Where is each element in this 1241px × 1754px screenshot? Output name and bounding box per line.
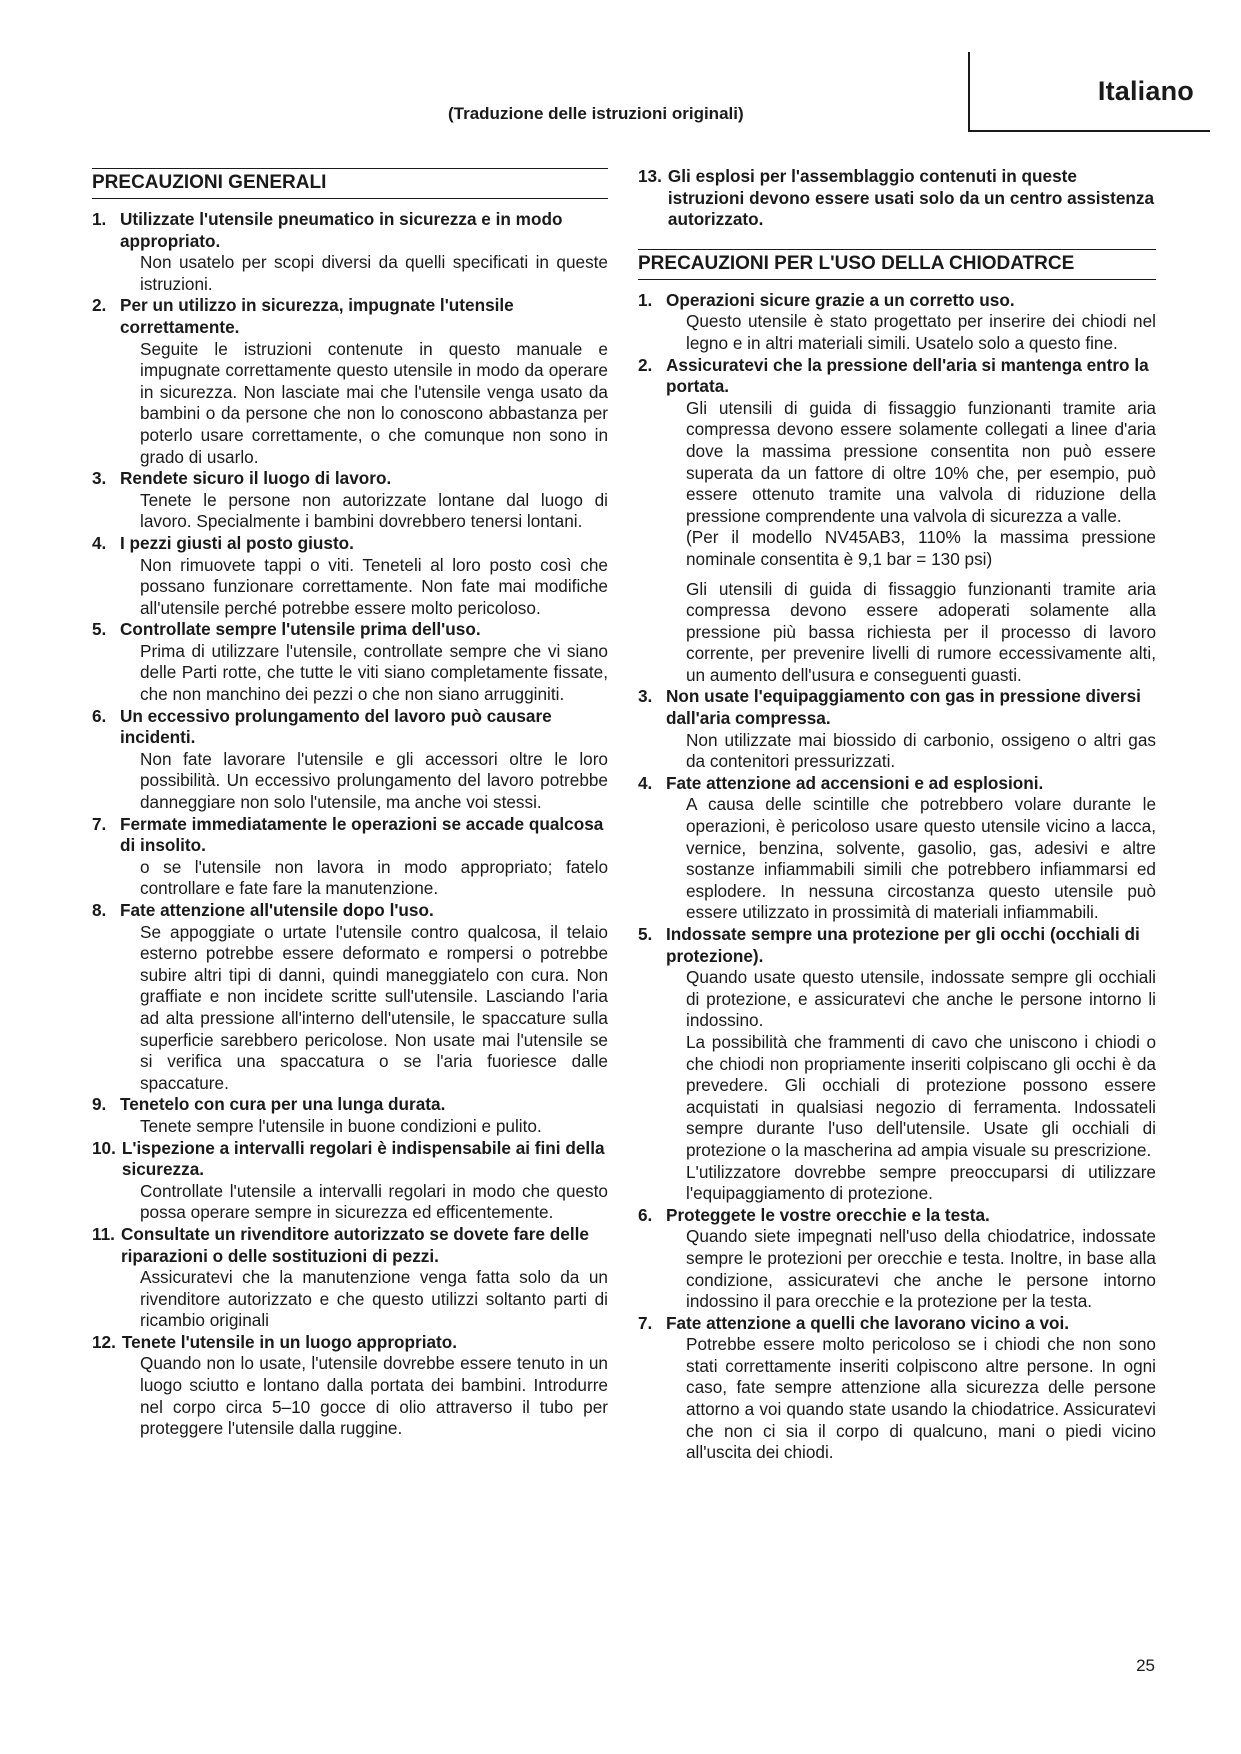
item-body [92, 555, 608, 620]
item-body [92, 1181, 608, 1224]
item-paragraph: Non fate lavorare l'utensile e gli accessori oltre le loro possibilità. Un eccessivo prolungamento del lavoro potrebbe danneggiare non solo l'utensile, ma anche voi stessi. [140, 748, 608, 813]
list-item [92, 814, 608, 900]
item-heading [92, 295, 608, 338]
list-item [638, 290, 1156, 355]
list-item [92, 209, 608, 295]
translation-note: (Traduzione delle istruzioni originali) [448, 104, 744, 123]
item-title: Fate attenzione ad accensioni e ad esplosioni. [666, 772, 1044, 793]
item-number: 7. [638, 1312, 653, 1333]
item-paragraph: Se appoggiate o urtate l'utensile contro qualcosa, il telaio esterno potrebbe essere deformato e rompersi o potrebbe subire altri tipi di danni, quindi maneggiatelo con cura. Non graffiate e non incidete scritte sull'utensile. Lasciando l'aria ad alta pressione all'interno dell'utensile, le spaccature sulla superficie sarebbero pericolose. Non usate mai l'utensile se si verifica una spaccatura o se l'aria fuoriesce dalle spaccature. [140, 921, 608, 1093]
item-heading [638, 1313, 1156, 1335]
item-paragraph: Quando siete impegnati nell'uso della chiodatrice, indossate sempre le protezioni per orecchie e testa. Inoltre, in base alla condizione, assicuratevi che anche le persone intorno indossino il para orecchie e la protezione per la testa. [686, 1226, 1156, 1312]
item-title: Proteggete le vostre orecchie e la testa. [666, 1204, 990, 1225]
item-body [92, 252, 608, 295]
item-title: Fate attenzione all'utensile dopo l'uso. [120, 900, 434, 920]
item-number: 5. [92, 619, 107, 640]
item-body [638, 1226, 1156, 1312]
item-paragraph: Potrebbe essere molto pericoloso se i chiodi che non sono stati correttamente inseriti colpiscono altre persone. In ogni caso, fate sempre attenzione alla sicurezza delle persone attorno a voi quando state usando la chiodatrice. Assicuratevi che non ci sia il corpo di qualcuno, mani o piedi vicino all'uscita dei chiodi. [686, 1334, 1156, 1463]
list-item [92, 468, 608, 533]
item-body [638, 967, 1156, 1205]
list-item [92, 1138, 608, 1224]
item-number: 11. [92, 1223, 115, 1244]
item-body [92, 641, 608, 706]
item-paragraph: Non usatelo per scopi diversi da quelli specificati in queste istruzioni. [140, 252, 608, 294]
right-column [638, 166, 1156, 1464]
list-item [92, 706, 608, 814]
list-item [92, 900, 608, 1094]
item-body [638, 730, 1156, 773]
list-item [92, 1094, 608, 1137]
item-heading [92, 1332, 608, 1354]
list-item [92, 1332, 608, 1440]
item-title: Tenetelo con cura per una lunga durata. [120, 1094, 446, 1115]
item-title: Fermate immediatamente le operazioni se accade qualcosa di insolito. [120, 813, 604, 856]
section-title-general: PRECAUZIONI GENERALI [92, 168, 608, 199]
item-heading [92, 900, 608, 922]
item-body [92, 1116, 608, 1138]
item-title: Un eccessivo prolungamento del lavoro può causare incidenti. [120, 705, 552, 748]
item-heading [92, 619, 608, 641]
item-heading [92, 468, 608, 490]
item-number: 6. [638, 1204, 653, 1225]
item-title: Gli esplosi per l'assemblaggio contenuti in queste istruzioni devono essere usati solo da un centro assistenza autorizzato. [667, 166, 1155, 230]
language-label: Italiano [1097, 76, 1194, 106]
item-title: Fate attenzione a quelli che lavorano vicino a voi. [666, 1312, 1070, 1333]
item-heading [92, 706, 608, 749]
item-heading [92, 1224, 608, 1267]
section-title-nailer: PRECAUZIONI PER L'USO DELLA CHIODATRCE [638, 249, 1156, 280]
item-number: 1. [92, 209, 107, 229]
item-paragraph: Quando usate questo utensile, indossate sempre gli occhiali di protezione, e assicuratevi che anche le persone intorno li indossino. [686, 967, 1156, 1031]
item-heading [638, 773, 1156, 795]
item-title: Operazioni sicure grazie a un corretto uso. [666, 289, 1015, 310]
item-title: Non usate l'equipaggiamento con gas in pressione diversi dall'aria compressa. [666, 686, 1141, 729]
language-tab [968, 52, 1210, 132]
item-title: I pezzi giusti al posto giusto. [120, 532, 354, 553]
list-item [92, 1224, 608, 1332]
item-number: 2. [638, 354, 653, 375]
item-paragraph: L'utilizzatore dovrebbe sempre preoccuparsi di utilizzare l'equipaggiamento di protezione. [686, 1161, 1156, 1204]
item-title: Consultate un rivenditore autorizzato se dovete fare delle riparazioni o delle sostituzioni di pezzi. [120, 1223, 589, 1266]
item-number: 6. [92, 705, 107, 726]
item-number: 2. [92, 295, 107, 316]
item-title: Per un utilizzo in sicurezza, impugnate l'utensile correttamente. [120, 295, 514, 337]
item-heading [638, 1205, 1156, 1227]
item-paragraph: A causa delle scintille che potrebbero volare durante le operazioni, è pericoloso usare questo utensile vicino a lacca, vernice, benzina, solvente, gasolio, gas, adesivi e altre sostanze infiammabili simili che potrebbero infiammarsi ed esplodere. In nessuna circostanza questo utensile può essere utilizzato in prossimità di materiali infiammabili. [686, 794, 1156, 923]
item-number: 13. [638, 166, 662, 186]
item-paragraph: La possibilità che frammenti di cavo che uniscono i chiodi o che chiodi non propriamente inseriti colpiscano gli occhi è da prevedere. Gli occhiali di protezione possono essere acquistati in qualsiasi negozio di ferramenta. Indossateli sempre durante l'uso dell'utensile. Usate gli occhiali di protezione o la mascherina ad ampia visuale su prescrizione. [686, 1031, 1156, 1160]
item-title: Utilizzate l'utensile pneumatico in sicurezza e in modo appropriato. [120, 209, 563, 251]
item-paragraph: Tenete sempre l'utensile in buone condizioni e pulito. [140, 1115, 542, 1136]
item-number: 4. [92, 532, 107, 553]
item-heading [92, 814, 608, 857]
list-item [638, 1205, 1156, 1313]
item-body [92, 749, 608, 814]
item-number: 3. [92, 468, 107, 489]
item-number: 10. [92, 1137, 116, 1158]
item-body [92, 1267, 608, 1332]
list-item [638, 355, 1156, 687]
item-paragraph: Assicuratevi che la manutenzione venga fatta solo da un rivenditore autorizzato e che questo utilizzi soltanto parti di ricambio originali [140, 1267, 608, 1331]
item-body [638, 1334, 1156, 1464]
list-item [638, 686, 1156, 772]
item-number: 5. [638, 924, 653, 944]
item-paragraph: Quando non lo usate, l'utensile dovrebbe essere tenuto in un luogo sciutto e lontano dalla portata dei bambini. Introdurre nel corpo circa 5–10 gocce di olio attraverso il tubo per proteggere l'utensile dalla ruggine. [140, 1353, 608, 1439]
item-number: 4. [638, 772, 653, 793]
item-heading [638, 166, 1156, 231]
item-number: 7. [92, 813, 107, 834]
item-heading [92, 209, 608, 252]
nailer-precautions-list [638, 290, 1156, 1464]
item-body [638, 398, 1156, 687]
item-title: Rendete sicuro il luogo di lavoro. [120, 468, 392, 489]
item-number: 1. [638, 289, 653, 310]
page-number: 25 [1136, 1656, 1155, 1675]
item-body [92, 1353, 608, 1439]
item-heading [92, 533, 608, 555]
item-paragraph: Gli utensili di guida di fissaggio funzionanti tramite aria compressa devono essere adoperati solamente alla pressione più bassa richiesta per il processo di lavoro corrente, per prevenire livelli di rumore eccessivamente alti, un aumento dell'usura e conseguenti guasti. [686, 578, 1156, 685]
item-heading [638, 355, 1156, 398]
item-paragraph: Non rimuovete tappi o viti. Teneteli al loro posto così che possano funzionare correttamente. Non fate mai modifiche all'utensile perché potrebbe essere molto pericoloso. [140, 554, 608, 618]
list-item [638, 1313, 1156, 1464]
item-number: 12. [92, 1331, 116, 1352]
item-heading [92, 1094, 608, 1116]
item-paragraph: Non utilizzate mai biossido di carbonio, ossigeno o altri gas da contenitori pressurizzati. [686, 729, 1156, 772]
item-paragraph: Seguite le istruzioni contenute in questo manuale e impugnate correttamente questo utensile in modo da operare in sicurezza. Non lasciate mai che l'utensile venga usato da bambini o da persone che non lo conoscono abbastanza per poterlo usare correttamente, o che comunque non sono in grado di usarlo. [140, 338, 608, 467]
item-number: 3. [638, 686, 653, 707]
item-title: Tenete l'utensile in un luogo appropriato. [121, 1331, 458, 1352]
item-body [638, 794, 1156, 924]
list-item [638, 924, 1156, 1205]
item-title: Indossate sempre una protezione per gli occhi (occhiali di protezione). [666, 924, 1140, 966]
item-title: Controllate sempre l'utensile prima dell'uso. [120, 619, 481, 640]
item-heading [92, 1138, 608, 1181]
item-number: 8. [92, 900, 107, 920]
item-paragraph: Controllate l'utensile a intervalli regolari in modo che questo possa operare sempre in sicurezza ed efficentemente. [140, 1180, 608, 1223]
list-item [92, 619, 608, 705]
item-body [92, 857, 608, 900]
item-paragraph: Tenete le persone non autorizzate lontane dal luogo di lavoro. Specialmente i bambini dovrebbero tenersi lontani. [140, 489, 608, 532]
item-body [92, 490, 608, 533]
item-title: Assicuratevi che la pressione dell'aria si mantenga entro la portata. [666, 354, 1149, 397]
item-body [92, 339, 608, 469]
item-number: 9. [92, 1094, 107, 1115]
item-paragraph: Gli utensili di guida di fissaggio funzionanti tramite aria compressa devono essere solamente collegati a linee d'aria dove la massima pressione consentita non può essere superata da un fattore di oltre 10% che, per esempio, può essere ottenuto tramite una valvola di riduzione della pressione comprendente una valvola di sicurezza a valle. [686, 397, 1156, 526]
general-precautions-list [92, 209, 608, 1440]
item-paragraph: o se l'utensile non lavora in modo appropriato; fatelo controllare e fate fare la manutenzione. [140, 856, 608, 899]
item-paragraph: (Per il modello NV45AB3, 110% la massima pressione nominale consentita è 9,1 bar = 130 psi) [686, 527, 1156, 569]
item-body [92, 922, 608, 1095]
left-column [92, 168, 608, 1440]
item-body [638, 311, 1156, 354]
item-paragraph: Prima di utilizzare l'utensile, controllate sempre che vi siano delle Parti rotte, che tutte le viti siano completamente fissate, che non manchino dei pezzi o che non siano arrugginiti. [140, 640, 608, 705]
list-item [92, 533, 608, 619]
item-heading [638, 290, 1156, 312]
list-item [638, 773, 1156, 924]
list-item [92, 295, 608, 468]
list-item [638, 166, 1156, 231]
item-title: L'ispezione a intervalli regolari è indispensabile ai fini della sicurezza. [121, 1137, 605, 1180]
item-heading [638, 924, 1156, 967]
item-paragraph: Questo utensile è stato progettato per inserire dei chiodi nel legno e in altri materiali simili. Usatelo solo a questo fine. [686, 311, 1156, 353]
item-heading [638, 686, 1156, 729]
